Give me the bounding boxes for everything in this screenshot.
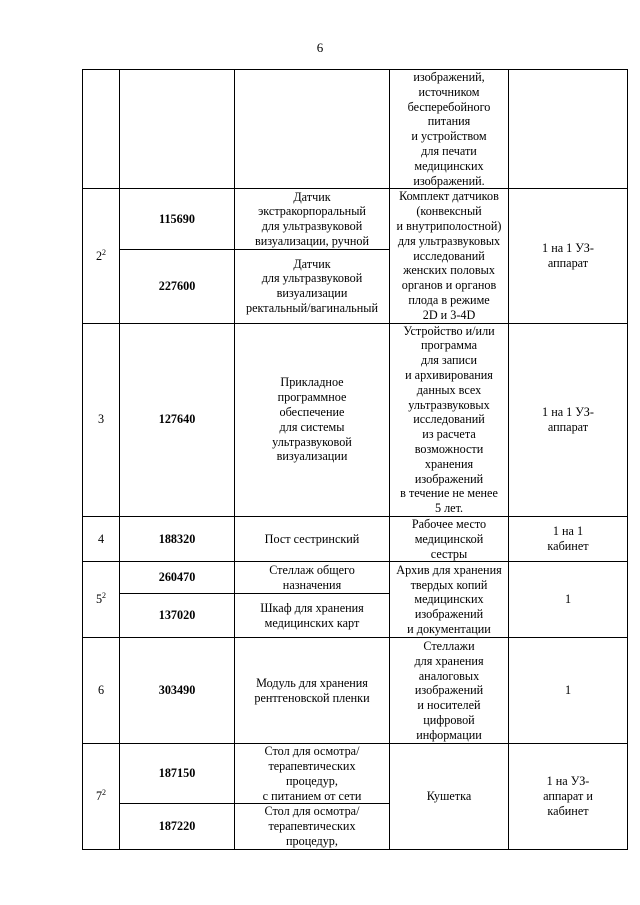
name-cell: Шкаф для хранения медицинских карт <box>235 594 390 638</box>
quantity-cell: 1 <box>509 638 628 744</box>
code-cell: 187220 <box>120 804 235 849</box>
row-number-superscript: 2 <box>102 247 107 257</box>
table-row-1 <box>83 70 628 189</box>
row-number-cell: 3 <box>83 323 120 516</box>
purpose-cell: Архив для хранения твердых копий медицинских изображений и документации <box>390 562 509 638</box>
code-cell: 137020 <box>120 594 235 638</box>
name-cell: Датчик экстракорпоральный для ультразвуковой визуализации, ручной <box>235 189 390 250</box>
code-cell: 187150 <box>120 744 235 804</box>
code-cell: 127640 <box>120 323 235 516</box>
row-number: 5 <box>95 592 103 607</box>
name-cell: Стеллаж общего назначения <box>235 562 390 594</box>
table-row-7a <box>83 744 628 804</box>
purpose-cell: Комплект датчиков (конвексный и внутриполостной) для ультразвуковых исследований женских половых органов и органов плода в режиме 2D и 3-4D <box>390 189 509 323</box>
row-number-superscript: 2 <box>102 591 107 601</box>
name-cell: Датчик для ультразвуковой визуализации ректальный/вагинальный <box>235 250 390 324</box>
purpose-cell: Устройство и/или программа для записи и архивирования данных всех ультразвуковых исследований из расчета возможности хранения изображений в течение не менее 5 лет. <box>390 323 509 516</box>
table-row-4 <box>83 516 628 561</box>
table-row-5a <box>83 562 628 594</box>
code-cell: 303490 <box>120 638 235 744</box>
row-number-cell <box>83 562 120 638</box>
code-cell <box>120 70 235 189</box>
name-cell: Прикладное программное обеспечение для системы ультразвуковой визуализации <box>235 323 390 516</box>
equipment-table <box>82 69 628 850</box>
purpose-cell: Рабочее место медицинской сестры <box>390 516 509 561</box>
row-number: 2 <box>95 248 103 263</box>
name-cell: Стол для осмотра/ терапевтических процедур, с питанием от сети <box>235 744 390 804</box>
name-cell: Стол для осмотра/ терапевтических процедур, <box>235 804 390 849</box>
code-cell: 188320 <box>120 516 235 561</box>
code-cell: 260470 <box>120 562 235 594</box>
purpose-cell: Стеллажи для хранения аналоговых изображений и носителей цифровой информации <box>390 638 509 744</box>
quantity-cell: 1 на 1 УЗ- аппарат <box>509 323 628 516</box>
code-cell: 115690 <box>120 189 235 250</box>
row-number-cell: 6 <box>83 638 120 744</box>
quantity-cell: 1 на 1 кабинет <box>509 516 628 561</box>
name-cell: Модуль для хранения рентгеновской пленки <box>235 638 390 744</box>
quantity-cell: 1 на 1 УЗ- аппарат <box>509 189 628 323</box>
purpose-cell: Кушетка <box>390 744 509 850</box>
table-row-3 <box>83 323 628 516</box>
quantity-cell: 1 на УЗ- аппарат и кабинет <box>509 744 628 850</box>
row-number-cell <box>83 744 120 850</box>
row-number-cell <box>83 70 120 189</box>
row-number: 7 <box>95 789 103 804</box>
table-row-6 <box>83 638 628 744</box>
row-number-superscript: 2 <box>102 788 107 798</box>
page-number: 6 <box>316 40 324 55</box>
purpose-cell: изображений, источником бесперебойного питания и устройством для печати медицинских изображений. <box>390 70 509 189</box>
table-row-2a <box>83 189 628 250</box>
name-cell: Пост сестринский <box>235 516 390 561</box>
quantity-cell <box>509 70 628 189</box>
quantity-cell: 1 <box>509 562 628 638</box>
row-number-cell <box>83 189 120 323</box>
code-cell: 227600 <box>120 250 235 324</box>
row-number-cell: 4 <box>83 516 120 561</box>
name-cell <box>235 70 390 189</box>
